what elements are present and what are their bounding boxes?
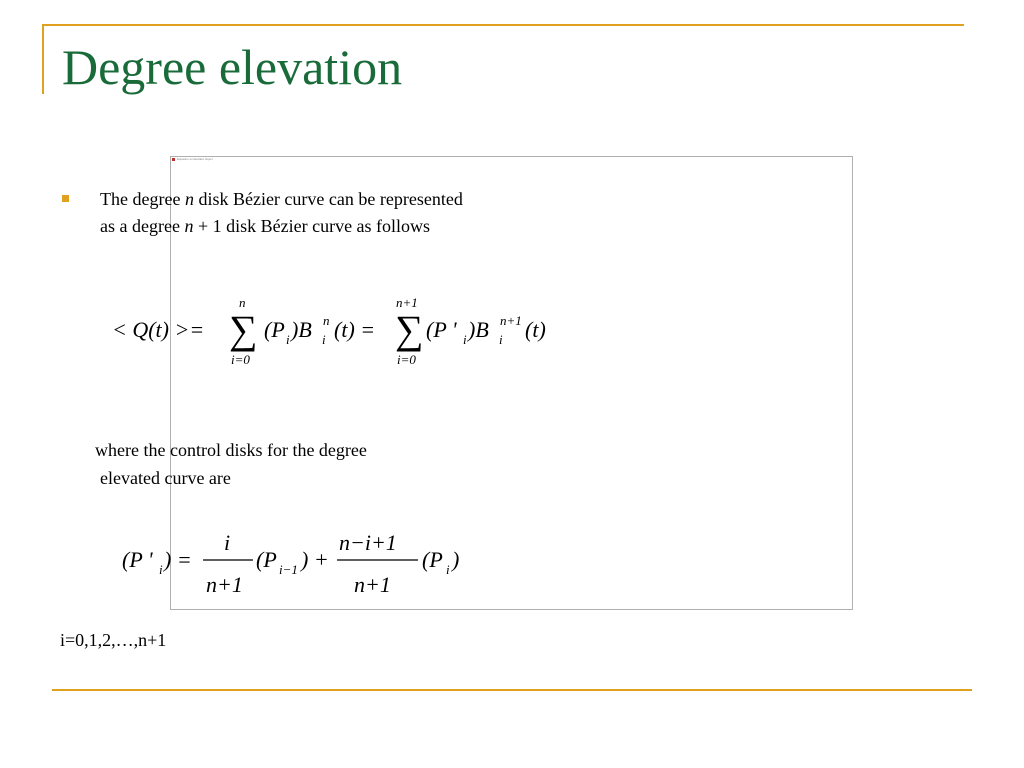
eq1-lhs: < Q(t) >= <box>112 317 205 342</box>
equation-control-disks <box>120 522 480 602</box>
eq1-sum1-lower: i=0 <box>231 352 250 367</box>
bullet-text-part2: disk Bézier curve can be represented as a degree <box>100 189 463 236</box>
bullet-text-part3: + 1 disk Bézier curve as follows <box>193 216 431 236</box>
eq2-frac2-den: n+1 <box>354 572 391 597</box>
eq2-lhs-close: ) = <box>164 547 192 572</box>
bullet-text-part1: The degree <box>100 189 185 209</box>
eq1-term1-B-sub: i <box>322 332 326 347</box>
bullet-square-icon <box>62 195 69 202</box>
slide-title: Degree elevation <box>62 39 403 95</box>
eq1-term1-sub: i <box>286 332 290 347</box>
bottom-rule <box>52 689 972 691</box>
equation-degree-elevation <box>110 290 570 370</box>
eq2-frac1-den: n+1 <box>206 572 243 597</box>
eq1-term1-B-sup: n <box>323 313 330 328</box>
eq1-sum1-symbol: ∑ <box>229 307 258 352</box>
where-text <box>95 436 475 492</box>
eq2-lhs-sub: i <box>159 562 163 577</box>
eq1-sum2-upper: n+1 <box>396 295 418 310</box>
embedded-object-icon <box>172 158 175 161</box>
where-text-line1: where the control disks for the degree <box>95 440 367 460</box>
where-text-line2: elevated curve are <box>100 468 231 488</box>
eq2-frac1-num: i <box>224 530 231 555</box>
eq1-term2-sub: i <box>463 332 467 347</box>
eq1-term1-close: )B <box>291 317 312 342</box>
eq2-term2-open: (P <box>422 547 443 572</box>
eq2-term1-open: (P <box>256 547 277 572</box>
eq2-term2-sub: i <box>446 562 450 577</box>
eq2-lhs-open: (P ' <box>122 547 153 572</box>
embedded-object-label: Equation embedded object <box>177 157 213 161</box>
eq1-sum1-upper: n <box>239 295 246 310</box>
eq2-term1-close: ) + <box>301 547 329 572</box>
eq1-term2-open: (P ' <box>426 317 457 342</box>
eq1-term2-arg: (t) <box>525 317 546 342</box>
eq1-sum2-lower: i=0 <box>397 352 416 367</box>
top-rule <box>42 24 964 26</box>
left-rule <box>42 24 44 94</box>
eq2-term2-close: ) <box>452 547 460 572</box>
eq1-term2-close: )B <box>468 317 489 342</box>
eq1-term1-open: (P <box>264 317 285 342</box>
eq2-term1-sub: i−1 <box>279 562 298 577</box>
eq1-sum2-symbol: ∑ <box>395 307 424 352</box>
bullet-text <box>100 186 480 240</box>
eq2-frac2-num: n−i+1 <box>339 530 397 555</box>
eq1-term2-B-sub: i <box>499 332 503 347</box>
eq1-term1-arg: (t) = <box>334 317 376 342</box>
index-range-text: i=0,1,2,…,n+1 <box>60 630 167 650</box>
bullet-var-n2: n <box>184 216 194 236</box>
bullet-var-n1: n <box>184 189 194 209</box>
eq1-term2-B-sup: n+1 <box>500 313 522 328</box>
